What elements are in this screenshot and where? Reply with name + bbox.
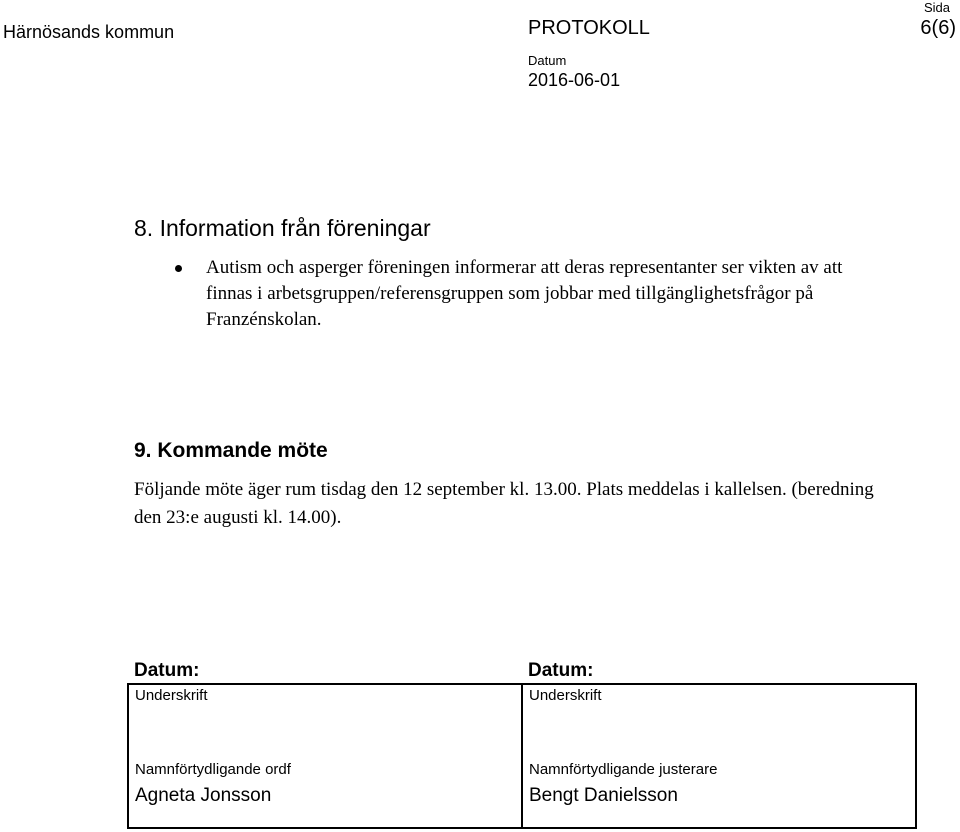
signature-label: Underskrift — [529, 687, 602, 704]
signature-box-chair — [127, 683, 523, 829]
page-number: 6(6) — [920, 17, 956, 39]
date-value: 2016-06-01 — [528, 70, 621, 90]
bullet-icon — [175, 265, 182, 272]
name-clarification-label: Namnförtydligande justerare — [529, 761, 718, 778]
section-9-heading: 9. Kommande möte — [134, 439, 328, 462]
section-9-body: Följande möte äger rum tisdag den 12 september kl. 13.00. Plats meddelas i kallelsen. (beredning den 23:e augusti kl. 14.00). — [134, 479, 874, 528]
signature-box-adjuster — [521, 683, 917, 829]
signatory-name: Bengt Danielsson — [529, 785, 678, 806]
date-label: Datum — [528, 53, 567, 68]
signature-1-date-label: Datum: — [134, 660, 200, 681]
signature-label: Underskrift — [135, 687, 208, 704]
signature-2-date-label: Datum: — [528, 660, 594, 681]
section-8-heading: 8. Information från föreningar — [134, 215, 431, 241]
signatory-name: Agneta Jonsson — [135, 785, 272, 806]
page-label: Sida — [923, 0, 950, 15]
section-8-bullet-text: Autism och asperger föreningen informerar att deras representanter ser vikten av att finnas i arbetsgruppen/referensgruppen som jobbar med tillgänglighetsfrågor på Franzénskolan. — [206, 257, 843, 330]
organization-name: Härnösands kommun — [3, 22, 175, 42]
name-clarification-label: Namnförtydligande ordf — [135, 761, 291, 778]
document-type: PROTOKOLL — [528, 17, 650, 39]
